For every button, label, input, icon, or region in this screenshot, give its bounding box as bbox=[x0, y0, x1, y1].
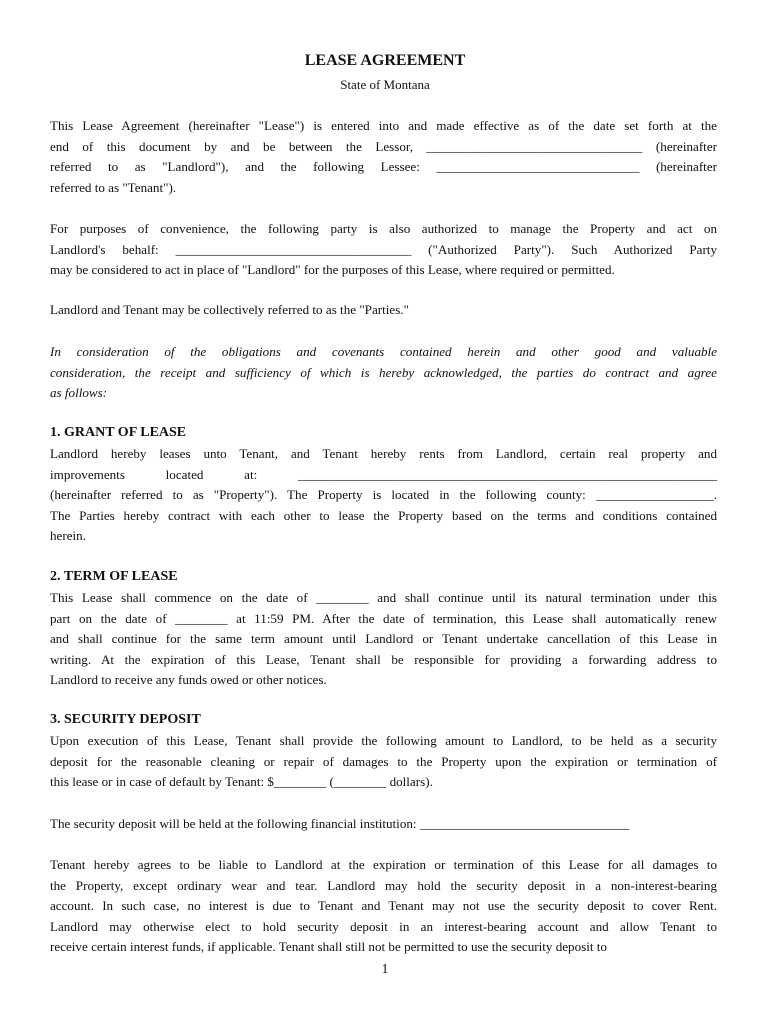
damages-paragraph-line: account. In such case, no interest is due to Tenant and Tenant may not use the security deposit to cover Rent. bbox=[50, 898, 717, 913]
section-3-heading-line: 3. SECURITY DEPOSIT bbox=[50, 712, 201, 727]
damages-paragraph-line: receive certain interest funds, if applicable. Tenant shall still not be permitted to use the security deposit to bbox=[50, 939, 607, 954]
section-1-body-line: improvements located at: ________________________________________________________________ bbox=[50, 466, 717, 482]
page-number: 1 bbox=[381, 962, 389, 977]
authorized-party-paragraph-line: For purposes of convenience, the following party is also authorized to manage the Property and act on bbox=[50, 221, 717, 236]
deposit-institution-paragraph-line: The security deposit will be held at the following financial institution: ________________________________ bbox=[50, 816, 630, 831]
intro-paragraph-line: referred to as "Tenant"). bbox=[50, 179, 177, 195]
section-3-body-line: deposit for the reasonable cleaning or repair of damages to the Property upon the expiration or termination of bbox=[50, 753, 717, 769]
section-2-heading-line: 2. TERM OF LEASE bbox=[50, 569, 178, 584]
damages-paragraph-line: Tenant hereby agrees to be liable to Landlord at the expiration or termination of this Lease for all damages to bbox=[50, 857, 717, 872]
authorized-party-paragraph-line: Landlord's behalf: ____________________________________ ("Authorized Party"). Such Authorized Party bbox=[50, 241, 717, 257]
section-3-body-line: this lease or in case of default by Tenant: $________ (________ dollars). bbox=[50, 774, 433, 789]
parties-paragraph-line: Landlord and Tenant may be collectively referred to as the "Parties." bbox=[50, 302, 409, 317]
intro-paragraph-line: end of this document by and be between the Lessor, _________________________________ (hereinafter bbox=[50, 138, 717, 154]
consideration-paragraph-line: consideration, the receipt and sufficiency of which is hereby acknowledged, the parties do contract and agree bbox=[50, 364, 717, 380]
section-1-body-line: herein. bbox=[50, 528, 86, 543]
damages-paragraph-line: the Property, except ordinary wear and tear. Landlord may hold the security deposit in a non-interest-bearing bbox=[50, 877, 717, 893]
section-2-body-line: writing. At the expiration of this Lease, Tenant shall be responsible for providing a forwarding address to bbox=[50, 651, 717, 667]
section-3-body-line: Upon execution of this Lease, Tenant shall provide the following amount to Landlord, to be held as a security bbox=[50, 733, 717, 748]
section-2-body-line: part on the date of ________ at 11:59 PM. After the date of termination, this Lease shall automatically renew bbox=[50, 610, 717, 626]
section-2-body-line: and shall continue for the same term amount until Landlord or Tenant undertake cancellation of this Lease in bbox=[50, 631, 717, 646]
document-subtitle: State of Montana bbox=[340, 77, 430, 92]
section-1-heading-line: 1. GRANT OF LEASE bbox=[50, 425, 187, 440]
authorized-party-paragraph-line: may be considered to act in place of "Landlord" for the purposes of this Lease, where required or permitted. bbox=[50, 262, 615, 277]
intro-paragraph-line: referred to as "Landlord"), and the following Lessee: _______________________________ (hereinafter bbox=[50, 159, 717, 174]
section-1-body-line: (hereinafter referred to as "Property"). The Property is located in the following county: __________________. bbox=[50, 487, 717, 502]
intro-paragraph-line: This Lease Agreement (hereinafter "Lease") is entered into and made effective as of the date set forth at the bbox=[50, 118, 717, 133]
section-1-body-line: The Parties hereby contract with each other to lease the Property based on the terms and conditions contained bbox=[50, 507, 717, 523]
section-2-body-line: Landlord to receive any funds owed or other notices. bbox=[50, 672, 327, 687]
damages-paragraph-line: Landlord may otherwise elect to hold security deposit in an interest-bearing account and allow Tenant to bbox=[50, 918, 717, 934]
document-title: LEASE AGREEMENT bbox=[304, 52, 466, 69]
consideration-paragraph-line: In consideration of the obligations and covenants contained herein and other good and valuable bbox=[50, 344, 717, 359]
section-2-body-line: This Lease shall commence on the date of ________ and shall continue until its natural termination under this bbox=[50, 590, 717, 605]
section-1-body-line: Landlord hereby leases unto Tenant, and Tenant hereby rents from Landlord, certain real property and bbox=[50, 446, 717, 461]
consideration-paragraph-line: as follows: bbox=[50, 385, 108, 400]
